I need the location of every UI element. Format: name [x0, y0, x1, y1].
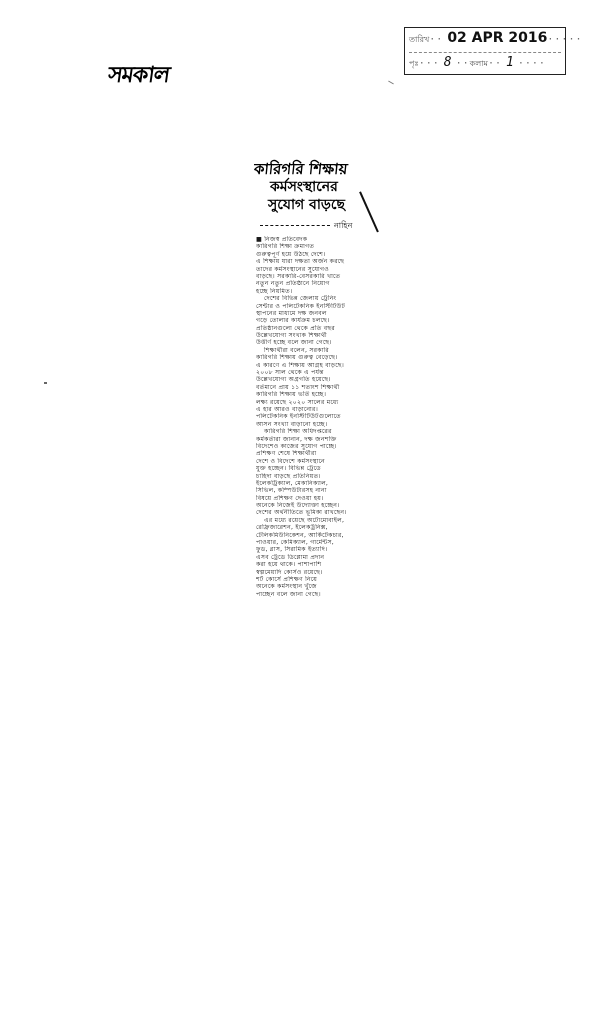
article-body-line: পাচ্ছেন বলে জানা গেছে। [256, 590, 321, 598]
article-body-line: বিদেশেও কাজের সুযোগ পাচ্ছে। [256, 442, 337, 450]
article-body-line: স্বল্পমেয়াদি কোর্সও রয়েছে। [256, 568, 323, 576]
article-body-line: স্থাপনের মাধ্যমে দক্ষ জনবল [256, 309, 327, 317]
article-body-line: পাওয়ার, কেমিক্যাল, গার্মেন্টস, [256, 539, 334, 547]
article-body-line: আসন সংখ্যা বাড়ানো হচ্ছে। [256, 420, 328, 428]
article-body-line: উল্লেখযোগ্য সংখ্যক শিক্ষার্থী [256, 332, 327, 340]
article-body-line: হচ্ছে নিয়মিত। [256, 287, 293, 295]
article-body-line: টেলিকমিউনিকেশন, আর্কিটেকচার, [256, 531, 344, 539]
article-body-line: পলিটেকনিক ইনস্টিটিউটগুলোতে [256, 413, 341, 421]
article-body-line: কারিগরি শিক্ষায় গুরুত্ব বেড়েছে। [256, 354, 338, 362]
article-body-line: সিভিল, কম্পিউটারসহ নানা [256, 487, 327, 495]
stamp-column-number: 1 [506, 55, 514, 70]
article-body-line: রেফ্রিজারেশন, ইলেকট্রনিক্স, [256, 524, 328, 532]
article-body-line: এর মধ্যে রয়েছে অটোমোবাইল, [264, 516, 345, 524]
article-body-line: কর্মকর্তারা জানান, দক্ষ জনশক্তি [256, 435, 337, 443]
article-body-line: গুরুত্বপূর্ণ হয়ে উঠছে দেশে। [256, 250, 326, 258]
stamp-date-label: তারিখ [409, 35, 430, 44]
stamp-page-row: পৃঃ··· 8 ··কলাম·· 1 ···· [409, 52, 561, 75]
article-body-line: উত্তীর্ণ হচ্ছে বলে জানা গেছে। [256, 339, 332, 347]
article-body-line: ইলেকট্রিক্যাল, মেকানিক্যাল, [256, 479, 329, 487]
article-body-line: ■ নিজস্ব প্রতিবেদক [256, 236, 308, 243]
article-body-line: উল্লেখযোগ্য অগ্রগতি হয়েছে। [256, 376, 331, 384]
article-body-line: অনেকে কর্মসংস্থান খুঁজে [256, 583, 317, 591]
article-body-line: এ শিক্ষায় যারা দক্ষতা অর্জন করছে [256, 258, 345, 266]
article-body-line: শিক্ষার্থীরা বলেন, সরকারি [264, 346, 329, 354]
article-body-line: দেশে ও বিদেশে কর্মসংস্থানে [256, 457, 325, 465]
article-body-line: নতুন নতুন প্রতিষ্ঠানে নিয়োগ [256, 280, 330, 288]
article-body-line: শর্ট কোর্সে প্রশিক্ষণ নিয়ে [256, 575, 318, 583]
article-body-line: করা হয়ে থাকে। পাশাপাশি [256, 561, 322, 569]
article-body-line: তাদের কর্মসংস্থানের সুযোগও [256, 265, 330, 273]
news-article [244, 160, 368, 598]
stamp-page-number: 8 [443, 55, 452, 70]
headline-line-1: কারিগরি শিক্ষায় [253, 160, 349, 178]
article-body-line: কারিগরি শিক্ষা অধিদপ্তরের [264, 428, 332, 436]
article-body-line: বাড়ছে। সরকারি-বেসরকারি খাতে [256, 272, 341, 280]
clipping-stamp [404, 27, 583, 75]
article-body-line: যুক্ত হচ্ছেন। বিভিন্ন ট্রেডে [256, 465, 321, 473]
article-body-line: বিষয়ে প্রশিক্ষণ দেওয়া হয়। [256, 494, 324, 502]
stamp-date: 02 APR 2016 [447, 30, 548, 46]
article-body-line: এসব ট্রেডে ডিপ্লোমা প্রদান [256, 553, 325, 561]
article-body-line: ২০০৮ সাল থেকে এ পর্যন্ত [256, 369, 324, 377]
article-body-line: চাহিদা বাড়ছে প্রতিনিয়ত। [256, 472, 321, 480]
article-body-line: প্রতিষ্ঠানগুলো থেকে প্রতি বছর [256, 324, 335, 332]
article-headline [254, 160, 368, 214]
article-body-line: দেশের বিভিন্ন জেলায় ট্রেনিং [264, 295, 337, 303]
article-body-line: এ কারণে এ শিক্ষায় আগ্রহ বাড়ছে। [256, 361, 345, 369]
stamp-column-label: কলাম [469, 59, 488, 68]
article-body-line: এ হার আরও বাড়ানোর। [256, 405, 319, 413]
newspaper-masthead: সমকাল [106, 62, 171, 88]
byline-name: নাহিন [334, 221, 353, 230]
article-body-line: অনেকে নিজেই উদ্যোক্তা হচ্ছেন। [256, 502, 340, 510]
stamp-page-label: পৃঃ [409, 59, 419, 68]
article-body-line: কারিগরি শিক্ষায় ভর্তি হচ্ছে। [256, 391, 327, 399]
article-body [256, 236, 368, 598]
stamp-date-row: তারিখ·· 02 APR 2016····· [409, 30, 583, 46]
article-body-line: কারিগরি শিক্ষা ক্রমাগত [256, 243, 315, 251]
article-body-line: দেশের অর্থনীতিতে ভূমিকা রাখছেন। [256, 509, 347, 517]
article-body-line: ফুড, গ্লাস, সিরামিক ইত্যাদি। [256, 546, 328, 554]
headline-line-2: কর্মসংস্থানের [270, 179, 338, 195]
scan-mark [388, 81, 394, 85]
article-body-line: বর্তমানে প্রায় ১১ শতাংশ শিক্ষার্থী [256, 383, 340, 391]
article-body-line: প্রশিক্ষণ শেষে শিক্ষার্থীরা [256, 450, 317, 458]
article-body-line: সেন্টার ও পলিটেকনিক ইনস্টিটিউট [256, 302, 346, 310]
byline-rule [260, 225, 330, 226]
article-byline [260, 220, 368, 233]
article-body-line: লক্ষ্য রয়েছে ২০২০ সালের মধ্যে [256, 398, 339, 406]
headline-line-3: সুযোগ বাড়ছে [268, 197, 346, 213]
article-body-line: গড়ে তোলার কার্যক্রম চলছে। [256, 317, 330, 325]
scan-speck [44, 382, 47, 384]
